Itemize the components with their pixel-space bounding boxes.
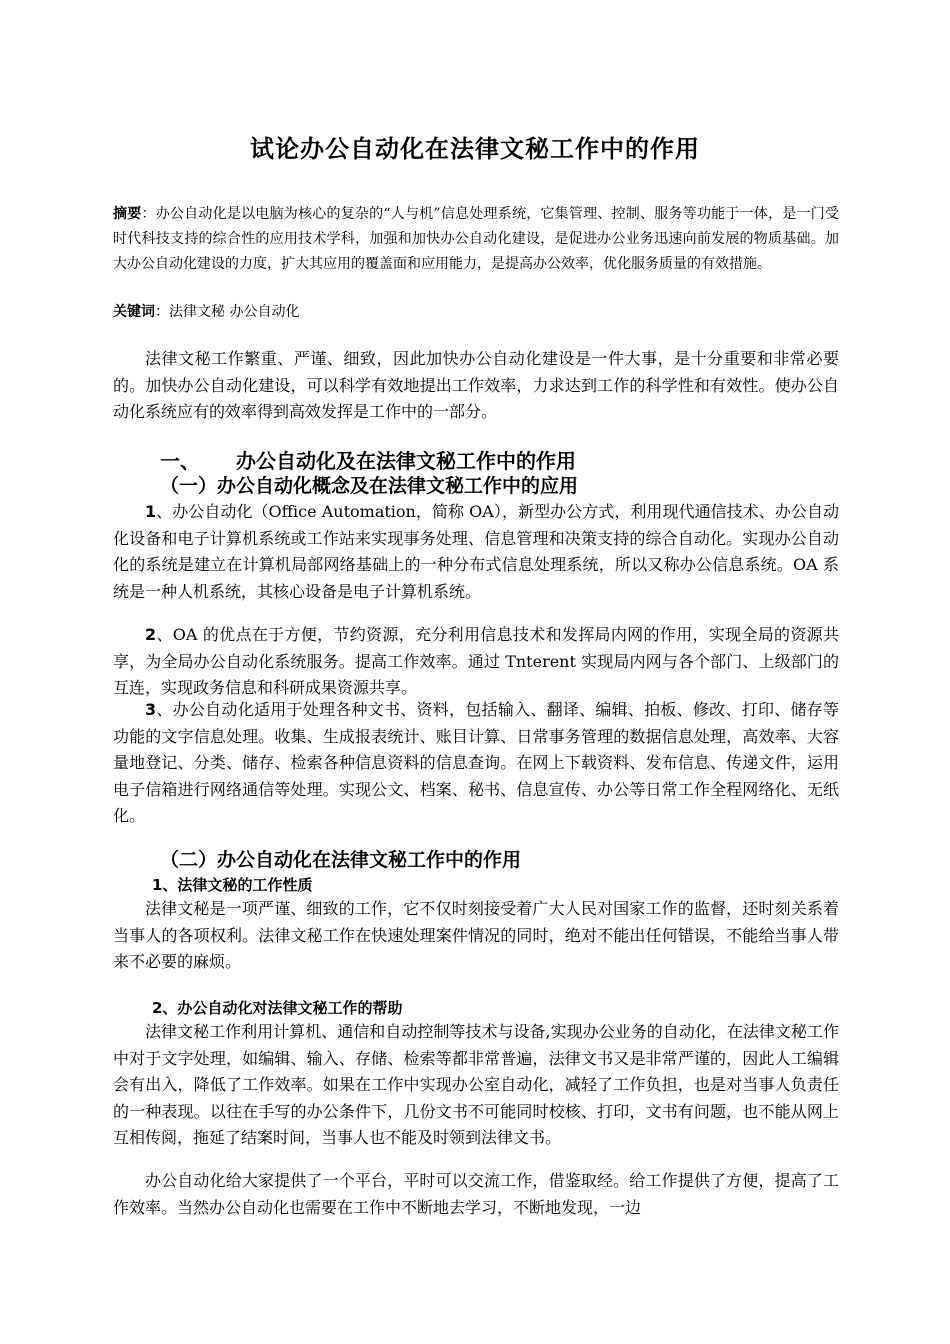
sub2-point-3-text: 办公自动化给大家提供了一个平台，平时可以交流工作，借鉴取经。给工作提供了方便，提高了工作效率。当然办公自动化也需要在工作中不断地去学习，不断地发现，一边 bbox=[113, 1171, 839, 1217]
sub1-item-2-number: 2 bbox=[145, 625, 157, 644]
abstract bbox=[113, 202, 839, 277]
abstract-label: 摘要 bbox=[113, 206, 142, 222]
sub2-point-1-heading: 1、法律文秘的工作性质 bbox=[152, 876, 313, 894]
section-1-heading bbox=[160, 448, 576, 474]
subsection-2-heading: （二）办公自动化在法律文秘工作中的作用 bbox=[160, 849, 522, 871]
keywords-label: 关键词 bbox=[113, 304, 155, 320]
section-1-number: 一、 bbox=[160, 449, 200, 473]
abstract-text: ：办公自动化是以电脑为核心的复杂的“人与机”信息处理系统，它集管理、控制、服务等功能于一体，是一门受时代科技支持的综合性的应用技术学科，加强和加快办公自动化建设，是促进办公业务迅速向前发展的物质基础。加大办公自动化建设的力度，扩大其应用的覆盖面和应用能力，是提高办公效率，优化服务质量的有效措施。 bbox=[113, 206, 840, 272]
sub1-item-2 bbox=[113, 622, 839, 702]
subsection-1-heading: （一）办公自动化概念及在法律文秘工作中的应用 bbox=[160, 475, 579, 497]
sub1-item-1 bbox=[113, 499, 839, 605]
section-1-title: 办公自动化及在法律文秘工作中的作用 bbox=[236, 449, 576, 473]
sub1-item-2-text: 、OA 的优点在于方便，节约资源，充分利用信息技术和发挥局内网的作用，实现全局的资源共享，为全局办公自动化系统服务。提高工作效率。通过 Tnterent 实现局内网与各个部门、上级部门的互连，实现政务信息和科研成果资源共享。 bbox=[113, 625, 839, 697]
keywords bbox=[113, 300, 839, 325]
sub1-item-3 bbox=[113, 697, 839, 830]
sub2-point-2-text: 法律文秘工作利用计算机、通信和自动控制等技术与设备,实现办公业务的自动化，在法律文秘工作中对于文字处理，如编辑、输入、存储、检索等都非常普遍，法律文书又是非常严谨的，因此人工编辑会有出入，降低了工作效率。如果在工作中实现办公室自动化，减轻了工作负担，也是对当事人负责任的一种表现。以往在手写的办公条件下，几份文书不可能同时校核、打印，文书有问题，也不能从网上互相传阅，拖延了结案时间，当事人也不能及时领到法律文书。 bbox=[113, 1022, 839, 1147]
document-title: 试论办公自动化在法律文秘工作中的作用 bbox=[250, 135, 700, 163]
sub1-item-1-number: 1 bbox=[145, 502, 157, 521]
sub1-item-3-number: 3 bbox=[145, 700, 157, 719]
sub2-point-2-heading: 2、办公自动化对法律文秘工作的帮助 bbox=[152, 999, 403, 1017]
sub2-point-1-text: 法律文秘是一项严谨、细致的工作，它不仅时刻接受着广大人民对国家工作的监督，还时刻关系着当事人的各项权利。法律文秘工作在快速处理案件情况的同时，绝对不能出任何错误，不能给当事人带来不必要的麻烦。 bbox=[113, 899, 839, 971]
sub1-item-3-text: 、办公自动化适用于处理各种文书、资料，包括输入、翻译、编辑、拍板、修改、打印、储存等功能的文字信息处理。收集、生成报表统计、账目计算、日常事务管理的数据信息处理，高效率、大容量地登记、分类、储存、检索各种信息资料的信息查询。在网上下载资料、发布信息、传递文件，运用电子信箱进行网络通信等处理。实现公文、档案、秘书、信息宣传、办公等日常工作全程网络化、无纸化。 bbox=[113, 700, 839, 825]
keywords-text: ：法律文秘 办公自动化 bbox=[155, 304, 300, 320]
intro-paragraph: 法律文秘工作繁重、严谨、细致，因此加快办公自动化建设是一件大事，是十分重要和非常必要的。加快办公自动化建设，可以科学有效地提出工作效率，力求达到工作的科学性和有效性。使办公自动化系统应有的效率得到高效发挥是工作中的一部分。 bbox=[113, 349, 839, 421]
sub1-item-1-text: 、办公自动化（Office Automation，简称 OA），新型办公方式，利用现代通信技术、办公自动化设备和电子计算机系统或工作站来实现事务处理、信息管理和决策支持的综合自动化。实现办公自动化的系统是建立在计算机局部网络基础上的一种分布式信息处理系统，所以又称办公信息系统。OA 系统是一种人机系统，其核心设备是电子计算机系统。 bbox=[113, 502, 839, 601]
